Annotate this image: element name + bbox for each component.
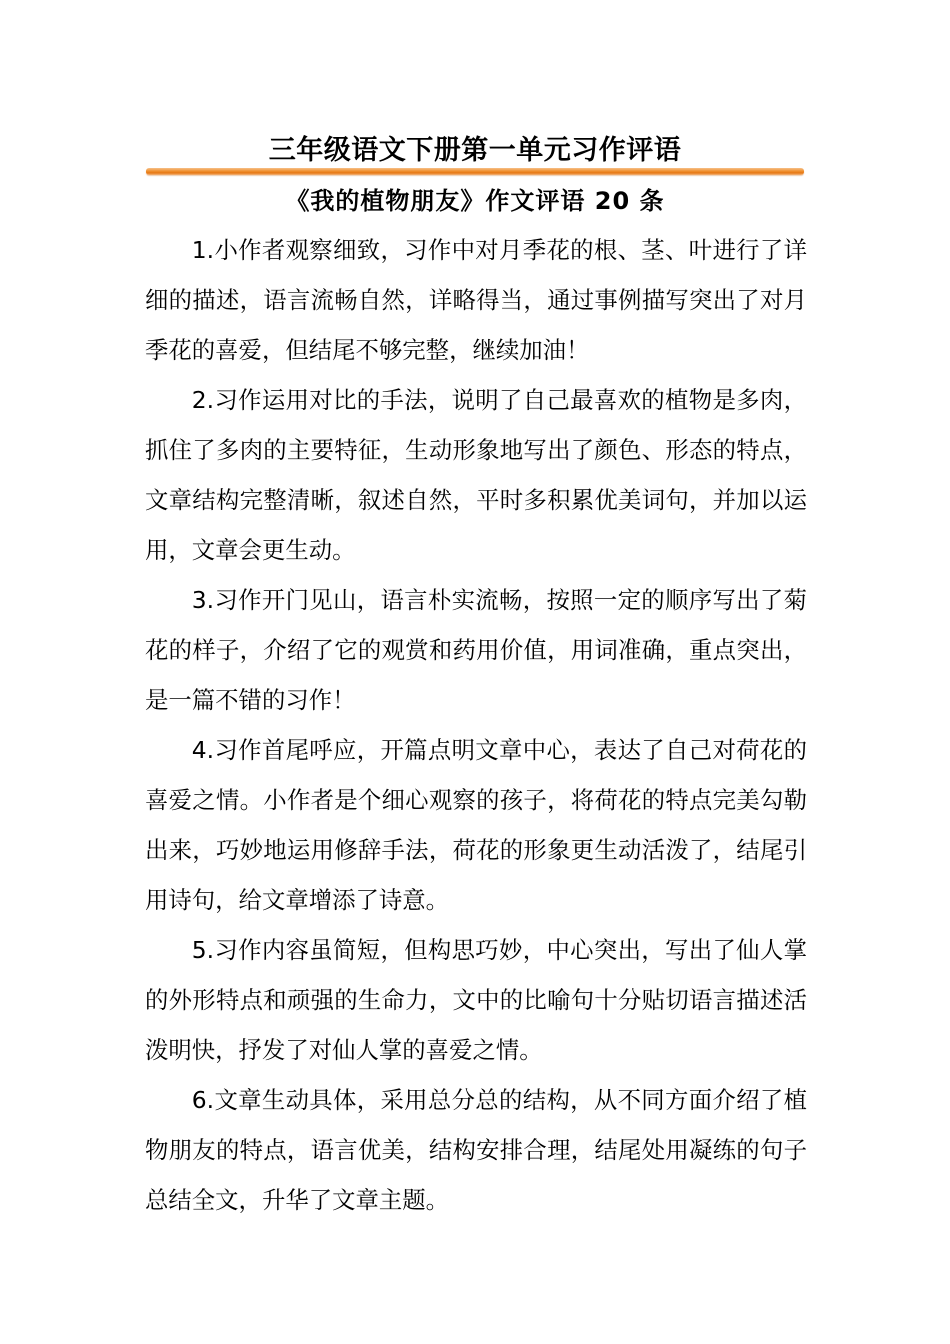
document-subtitle: 《我的植物朋友》作文评语 20 条	[285, 187, 665, 215]
comment-list	[145, 225, 807, 1225]
comment-paragraph-4: 4.习作首尾呼应，开篇点明文章中心，表达了自己对荷花的喜爱之情。小作者是个细心观察的孩子，将荷花的特点完美勾勒出来，巧妙地运用修辞手法，荷花的形象更生动活泼了，结尾引用诗句，给文章增添了诗意。	[145, 736, 807, 914]
comment-paragraph-6: 6.文章生动具体，采用总分总的结构，从不同方面介绍了植物朋友的特点，语言优美，结构安排合理，结尾处用凝练的句子总结全文，升华了文章主题。	[145, 1086, 807, 1214]
document-title: 三年级语文下册第一单元习作评语	[268, 135, 682, 166]
comment-paragraph-1: 1.小作者观察细致，习作中对月季花的根、茎、叶进行了详细的描述，语言流畅自然，详略得当，通过事例描写突出了对月季花的喜爱，但结尾不够完整，继续加油！	[145, 236, 807, 364]
title-underline-rule	[146, 168, 804, 175]
comment-paragraph-2: 2.习作运用对比的手法，说明了自己最喜欢的植物是多肉，抓住了多肉的主要特征，生动形象地写出了颜色、形态的特点，文章结构完整清晰，叙述自然，平时多积累优美词句，并加以运用，文章会更生动。	[145, 386, 807, 564]
comment-paragraph-3: 3.习作开门见山，语言朴实流畅，按照一定的顺序写出了菊花的样子，介绍了它的观赏和药用价值，用词准确，重点突出，是一篇不错的习作！	[145, 586, 807, 714]
comment-paragraph-5: 5.习作内容虽简短，但构思巧妙，中心突出，写出了仙人掌的外形特点和顽强的生命力，文中的比喻句十分贴切语言描述活泼明快，抒发了对仙人掌的喜爱之情。	[145, 936, 807, 1064]
